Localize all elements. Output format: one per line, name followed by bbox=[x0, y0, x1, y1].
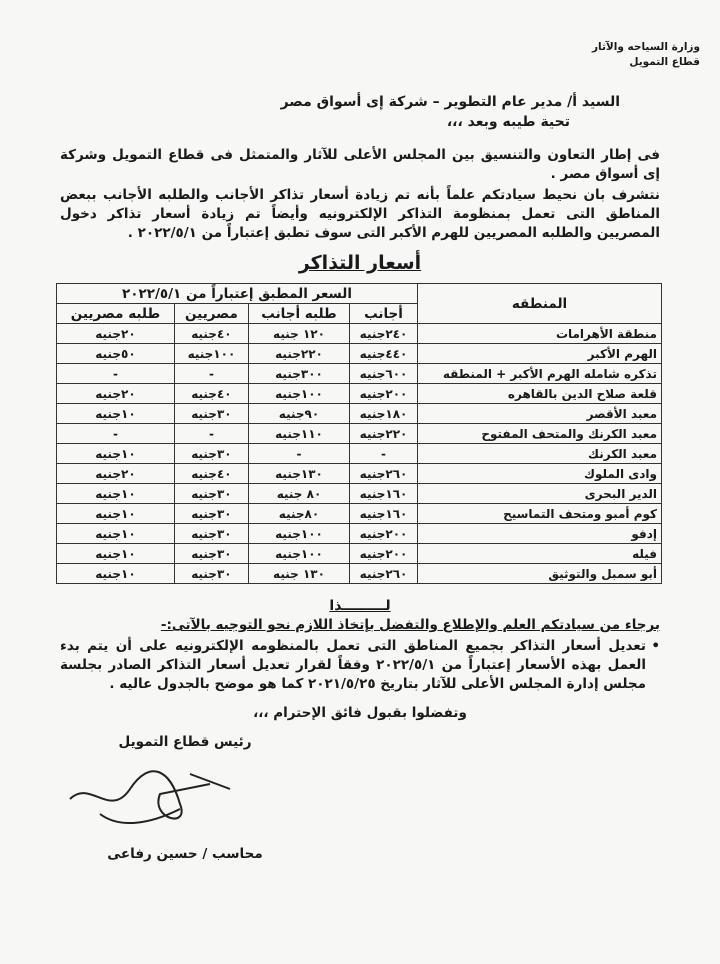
table-title: أسعار التذاكر bbox=[298, 252, 422, 274]
region-header: المنطقه bbox=[418, 284, 662, 324]
price-cell: ٣٠جنيه bbox=[174, 504, 248, 524]
closing-text: وتفضلوا بقبول فائق الإحترام ،،، bbox=[253, 705, 467, 721]
table-row bbox=[57, 424, 662, 444]
table-row bbox=[57, 464, 662, 484]
col-egyptians: مصريين bbox=[174, 304, 248, 324]
price-cell: ١٠جنيه bbox=[57, 444, 175, 464]
price-cell: ١٨٠جنيه bbox=[350, 404, 418, 424]
price-cell: ٤٠جنيه bbox=[174, 324, 248, 344]
price-cell: ١٠جنيه bbox=[57, 564, 175, 584]
price-cell: ١٣٠جنيه bbox=[248, 464, 349, 484]
price-cell: ٨٠ جنيه bbox=[248, 484, 349, 504]
price-cell: ١٠٠جنيه bbox=[248, 524, 349, 544]
request-text: برجاء من سيادتكم العلم والإطلاع والتفضل بإتخاذ اللازم نحو التوجيه بالآتى:- bbox=[160, 617, 660, 633]
price-cell: ٢٠جنيه bbox=[57, 324, 175, 344]
col-foreign-students: طلبه أجانب bbox=[248, 304, 349, 324]
region-cell: معبد الكرنك والمتحف المفتوح bbox=[418, 424, 662, 444]
price-cell: ١٠جنيه bbox=[57, 484, 175, 504]
price-cell: ٤٠جنيه bbox=[174, 464, 248, 484]
price-cell: - bbox=[248, 444, 349, 464]
price-cell: ١٠جنيه bbox=[57, 524, 175, 544]
table-row bbox=[57, 384, 662, 404]
ticket-prices-table bbox=[56, 283, 662, 584]
signatory-title: رئيس قطاع التمويل bbox=[118, 734, 252, 750]
price-cell: ٦٠٠جنيه bbox=[350, 364, 418, 384]
table-row bbox=[57, 364, 662, 384]
table-row bbox=[57, 524, 662, 544]
price-cell: ٣٠جنيه bbox=[174, 564, 248, 584]
price-cell: ٩٠جنيه bbox=[248, 404, 349, 424]
region-cell: فيله bbox=[418, 544, 662, 564]
price-cell: ١٣٠ جنيه bbox=[248, 564, 349, 584]
therefore-label: لـــــــــذا bbox=[329, 598, 391, 614]
price-cell: ٢٦٠جنيه bbox=[350, 464, 418, 484]
price-cell: ٢٠جنيه bbox=[57, 384, 175, 404]
notice-paragraph: نتشرف بان نحيط سيادتكم علماً بأنه تم زيادة أسعار تذاكر الأجانب والطلبه الأجانب ببعض المناطق التى تعمل بمنظومة التذاكر الإلكترونيه وأيضاً تم زيادة أسعار تذاكر دخول المصريين والطلبه المصريين للهرم الأكبر التى سوف تطبق إعتباراً من ٢٠٢٢/٥/١ . bbox=[60, 187, 660, 241]
instruction-text: تعديل أسعار التذاكر بجميع المناطق التى تعمل بالمنظومه الإلكترونيه على أن يتم بدء العمل بهذه الأسعار إعتباراً من ٢٠٢٢/٥/١ وفقاً لقرار تعديل أسعار التذاكر الصادر بجلسة مجلس إدارة المجلس الأعلى للآثار بتاريخ ٢٠٢١/٥/٢٥ كما هو موضح بالجدول عاليه . bbox=[60, 638, 646, 692]
price-cell: ٢٦٠جنيه bbox=[350, 564, 418, 584]
handwritten-signature bbox=[60, 759, 260, 839]
table-row bbox=[57, 564, 662, 584]
price-cell: ٢٠٠جنيه bbox=[350, 524, 418, 544]
price-cell: ١٠جنيه bbox=[57, 504, 175, 524]
price-cell: ٢٠جنيه bbox=[57, 464, 175, 484]
region-cell: تذكره شامله الهرم الأكبر + المنطقه bbox=[418, 364, 662, 384]
price-cell: ١٠٠جنيه bbox=[248, 544, 349, 564]
price-cell: ٢٠٠جنيه bbox=[350, 544, 418, 564]
price-cell: ١٠جنيه bbox=[57, 404, 175, 424]
table-row bbox=[57, 444, 662, 464]
col-egyptian-students: طلبه مصريين bbox=[57, 304, 175, 324]
price-cell: ١٠جنيه bbox=[57, 544, 175, 564]
region-cell: منطقة الأهرامات bbox=[418, 324, 662, 344]
price-cell: ٣٠٠جنيه bbox=[248, 364, 349, 384]
price-cell: ٢٠٠جنيه bbox=[350, 384, 418, 404]
price-cell: - bbox=[174, 424, 248, 444]
region-cell: الدير البحرى bbox=[418, 484, 662, 504]
price-cell: ١٦٠جنيه bbox=[350, 484, 418, 504]
price-cell: ١٠٠جنيه bbox=[248, 384, 349, 404]
table-row bbox=[57, 504, 662, 524]
price-cell: ٣٠جنيه bbox=[174, 404, 248, 424]
col-foreigners: أجانب bbox=[350, 304, 418, 324]
bullet-icon: • bbox=[651, 638, 660, 654]
intro-paragraph: فى إطار التعاون والتنسيق بين المجلس الأعلى للآثار والمتمثل فى قطاع التمويل وشركة إى أسواق مصر . bbox=[60, 147, 660, 182]
price-cell: ٢٢٠جنيه bbox=[350, 424, 418, 444]
table-row bbox=[57, 544, 662, 564]
price-cell: ٨٠جنيه bbox=[248, 504, 349, 524]
price-cell: - bbox=[57, 364, 175, 384]
region-cell: معبد الأقصر bbox=[418, 404, 662, 424]
table-row bbox=[57, 484, 662, 504]
signature-block bbox=[60, 733, 660, 893]
greeting: تحية طيبه وبعد ،،، bbox=[446, 114, 570, 130]
addressee: السيد أ/ مدير عام التطوير – شركة إى أسواق مصر bbox=[280, 94, 620, 110]
price-group-header: السعر المطبق إعتباراً من ٢٠٢٢/٥/١ bbox=[57, 284, 418, 304]
price-cell: ٣٠جنيه bbox=[174, 444, 248, 464]
table-row bbox=[57, 324, 662, 344]
region-cell: إدفو bbox=[418, 524, 662, 544]
sector-name: قطاع التمويل bbox=[629, 56, 700, 68]
price-cell: ٣٠جنيه bbox=[174, 524, 248, 544]
price-cell: ٢٤٠جنيه bbox=[350, 324, 418, 344]
price-cell: ٢٢٠جنيه bbox=[248, 344, 349, 364]
price-cell: ٣٠جنيه bbox=[174, 484, 248, 504]
table-row bbox=[57, 344, 662, 364]
instruction-bullet bbox=[60, 637, 660, 694]
price-cell: - bbox=[174, 364, 248, 384]
price-cell: ٤٠جنيه bbox=[174, 384, 248, 404]
price-cell: ١٢٠ جنيه bbox=[248, 324, 349, 344]
region-cell: قلعة صلاح الدين بالقاهره bbox=[418, 384, 662, 404]
table-row bbox=[57, 404, 662, 424]
price-cell: - bbox=[57, 424, 175, 444]
price-cell: ١٠٠جنيه bbox=[174, 344, 248, 364]
region-cell: كوم أمبو ومتحف التماسيح bbox=[418, 504, 662, 524]
ministry-name: وزارة السياحه والآثار bbox=[592, 41, 700, 53]
region-cell: وادى الملوك bbox=[418, 464, 662, 484]
price-cell: ٣٠جنيه bbox=[174, 544, 248, 564]
region-cell: أبو سمبل والتوثيق bbox=[418, 564, 662, 584]
signatory-name: محاسب / حسين رفاعى bbox=[107, 846, 263, 862]
price-cell: - bbox=[350, 444, 418, 464]
price-cell: ٤٤٠جنيه bbox=[350, 344, 418, 364]
price-cell: ١١٠جنيه bbox=[248, 424, 349, 444]
region-cell: الهرم الأكبر bbox=[418, 344, 662, 364]
price-cell: ١٦٠جنيه bbox=[350, 504, 418, 524]
price-cell: ٥٠جنيه bbox=[57, 344, 175, 364]
region-cell: معبد الكرنك bbox=[418, 444, 662, 464]
